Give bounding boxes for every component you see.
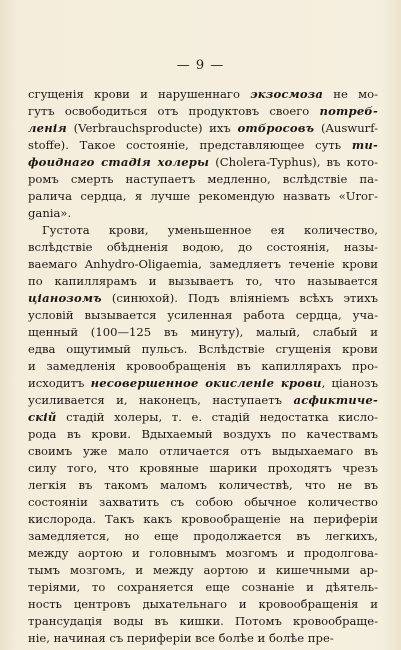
text-line [28,324,378,341]
text-line [28,154,378,171]
text-run: вслѣдствіе обѣдненія водою, до состоянія, назы- [28,240,378,254]
text-line [28,528,378,545]
text-line [28,137,378,154]
text-run: состояніи захватить съ собою обычное количество [28,495,378,509]
text-line [28,375,378,392]
text-line [28,613,378,630]
text-run: ніе, начиная съ периферіи все болѣе и болѣе пре- [28,631,334,645]
text-run: ромъ смерть наступаетъ медленно, вслѣдствіе па- [28,172,378,186]
text-run: силу того, что кровяные шарики проходятъ чрезъ [28,461,378,475]
text-line [28,460,378,477]
text-run: (синюхой). Подъ вліяніемъ всѣхъ этихъ [101,291,378,305]
text-run: щенный (100—125 въ минуту), малый, слабый и [28,325,378,339]
page-number: — 9 — [176,58,225,73]
emphasized-term: фоиднаго стадія холеры [28,155,210,169]
text-line [28,86,378,103]
text-line [28,120,378,137]
text-run: теріями, то сохраняется еще сознаніе и дѣятель- [28,580,378,594]
text-run: едва ощутимый пульсъ. Вслѣдствіе сгущенія крови [28,342,378,356]
emphasized-term: ти- [351,138,378,152]
text-run: и замедленія кровообращенія въ капиллярахъ про- [28,359,378,373]
text-run: , ціанозъ [321,376,378,390]
text-run: между аортою и головнымъ мозгомъ и продолгова- [28,546,378,560]
emphasized-term: ціанозомъ [28,291,102,305]
text-line [28,443,378,460]
text-line [28,630,378,647]
text-run: ваемаго Anhydro-Oligaemia, замедляетъ теченіе крови [28,257,378,271]
text-run: своимъ уже мало отличается отъ выдыхаемаго въ [28,444,378,458]
text-run: gania». [28,206,72,220]
emphasized-term: экзосмоза [250,87,324,101]
text-run: исходитъ [28,376,91,390]
text-line [28,307,378,324]
text-line [28,562,378,579]
text-run: ность центровъ дыхательнаго и кровообращенія и [28,597,378,611]
text-run: Густота крови, уменьшенное ея количество, [42,223,378,237]
text-line [28,222,378,239]
text-line [28,596,378,613]
emphasized-term: потреб- [319,104,378,118]
text-run: кислорода. Такъ какъ кровообращеніе на периферіи [28,512,378,526]
text-line [28,256,378,273]
text-run: (Auswurf- [314,121,378,135]
text-line [28,579,378,596]
text-line [28,205,378,222]
text-line [28,494,378,511]
text-run: трансудація воды въ кишки. Потомъ кровообраще- [28,614,378,628]
text-line [28,103,378,120]
emphasized-term: асфиктиче- [293,393,378,407]
text-line [28,545,378,562]
text-line [28,477,378,494]
text-line [28,426,378,443]
text-line [28,511,378,528]
text-line [28,239,378,256]
text-run: по капиллярамъ и вызываетъ то, что называется [28,274,378,288]
text-line [28,341,378,358]
paragraph [28,86,378,222]
text-line [28,290,378,307]
body-text [28,86,378,647]
text-run: (Cholera-Typhus), въ кото- [209,155,378,169]
emphasized-term: скій [28,410,57,424]
text-run: усиливается и, наконецъ, наступаетъ [28,393,294,407]
text-run: рода въ крови. Вдыхаемый воздухъ по качествамъ [28,427,378,441]
text-line [28,273,378,290]
text-run: не мо- [323,87,378,101]
text-run: гутъ освободиться отъ продуктовъ своего [28,104,320,118]
text-run: ралича сердца, я лучше рекомендую назвать «Urог- [28,189,378,203]
paragraph [28,222,378,647]
text-line [28,188,378,205]
text-run: стадій холеры, т. е. стадій недостатка кисло- [56,410,378,424]
emphasized-term: отбросовъ [237,121,315,135]
text-run: условій вызывается усиленная работа сердца, уча- [28,308,378,322]
text-run: stoffe). Такое состояніе, представляющее суть [28,138,352,152]
text-run: (Verbrauchsproducte) ихъ [66,121,238,135]
emphasized-term: несовершенное окисленіе крови [90,376,322,390]
text-run: тымъ мозгомъ, и между аортою и кишечными ар- [28,563,378,577]
text-run: сгущенія крови и нарушеннаго [28,87,251,101]
text-line [28,392,378,409]
emphasized-term: ленія [28,121,67,135]
text-run: замедляется, но еще продолжается въ легкихъ, [28,529,378,543]
text-run: легкія въ такомъ маломъ количествѣ, что не въ [28,478,378,492]
text-line [28,171,378,188]
text-line [28,409,378,426]
text-line [28,358,378,375]
